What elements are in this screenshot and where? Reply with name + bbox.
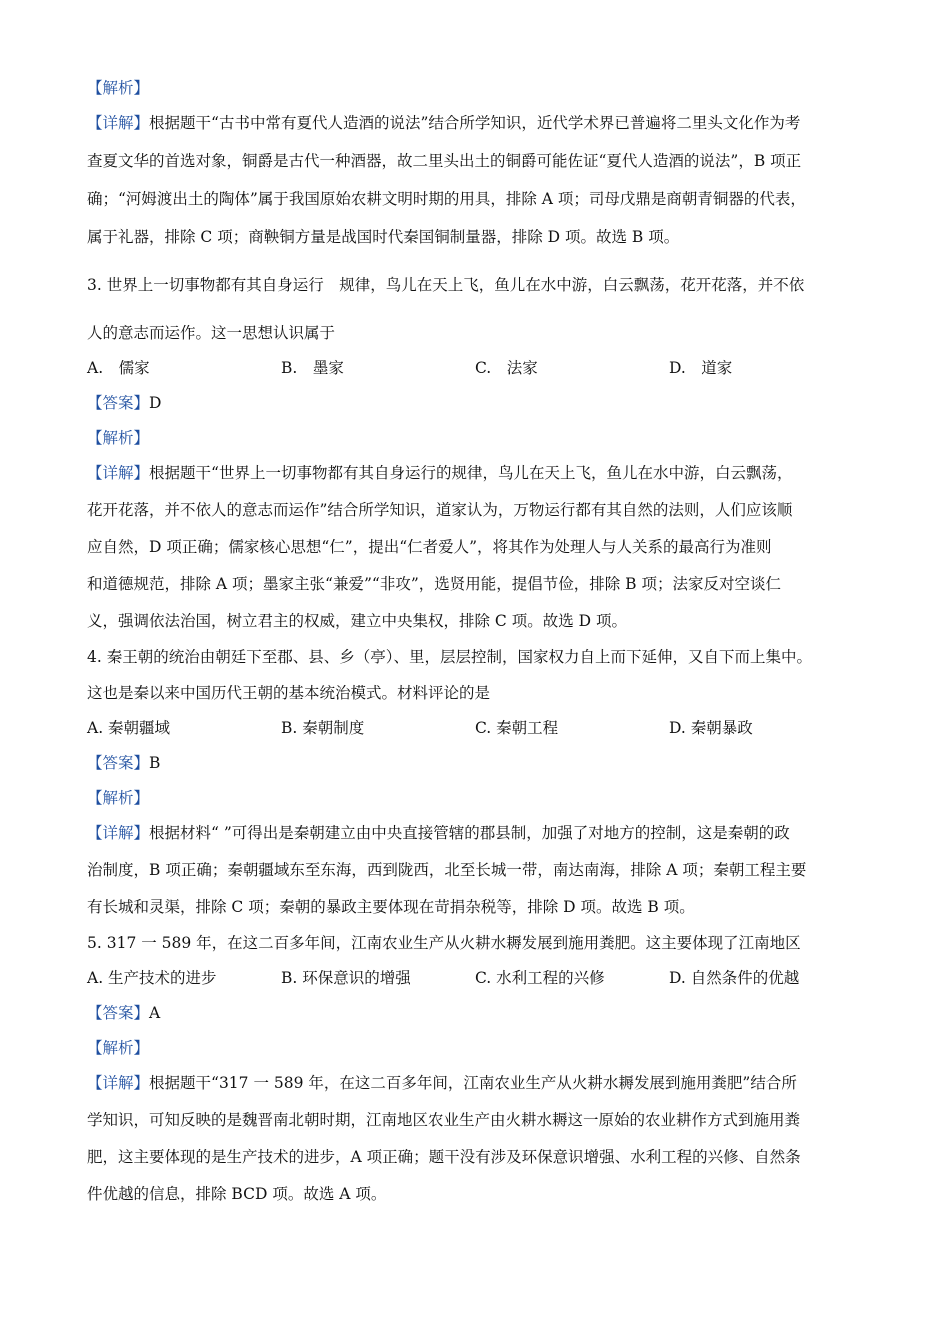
q5-option-b: B. 环保意识的增强 xyxy=(281,969,411,987)
q2-detail-line-2: 查夏文华的首选对象，铜爵是古代一种酒器，故二里头出土的铜爵可能佐证“夏代人造酒的说法”，B 项正 xyxy=(87,152,802,170)
q4-detail-tag: 【详解】 xyxy=(87,824,150,842)
q5-detail-line-4: 件优越的信息，排除 BCD 项。故选 A 项。 xyxy=(87,1185,387,1203)
q3-option-d: D. 道家 xyxy=(669,359,733,377)
q4-detail-line-2: 治制度，B 项正确；秦朝疆域东至东海，西到陇西，北至长城一带，南达南海，排除 A 项；秦朝工程主要 xyxy=(87,861,807,879)
q4-option-d: D. 秦朝暴政 xyxy=(669,719,753,737)
q3-answer: 【答案】D xyxy=(87,394,162,412)
q4-stem-line-1: 4. 秦王朝的统治由朝廷下至郡、县、乡（亭）、里，层层控制，国家权力自上而下延伸，又自下而上集中。 xyxy=(87,648,812,666)
q5-detail-line-1: 【详解】根据题干“317 一 589 年，在这二百多年间，江南农业生产从火耕水耨发展到施用粪肥”结合所 xyxy=(87,1074,797,1092)
q5-option-d: D. 自然条件的优越 xyxy=(669,969,800,987)
q5-detail-tag: 【详解】 xyxy=(87,1074,150,1092)
q3-answer-tag: 【答案】 xyxy=(87,394,150,412)
q5-detail-line-3: 肥，这主要体现的是生产技术的进步，A 项正确；题干没有涉及环保意识增强、水利工程的兴修、自然条 xyxy=(87,1148,801,1166)
q3-option-c: C. 法家 xyxy=(475,359,538,377)
q5-detail-line-2: 学知识，可知反映的是魏晋南北朝时期，江南地区农业生产由火耕水耨这一原始的农业耕作方式到施用粪 xyxy=(87,1111,801,1129)
q3-detail-line-2: 花开花落，并不依人的意志而运作”结合所学知识，道家认为，万物运行都有其自然的法则，人们应该顺 xyxy=(87,501,793,519)
q2-detail-line-3: 确；“河姆渡出土的陶体”属于我国原始农耕文明时期的用具，排除 A 项；司母戊鼎是商朝青铜器的代表， xyxy=(87,190,806,208)
q4-detail-line-3: 有长城和灵渠，排除 C 项；秦朝的暴政主要体现在苛捐杂税等，排除 D 项。故选 B 项。 xyxy=(87,898,695,916)
q5-option-c: C. 水利工程的兴修 xyxy=(475,969,605,987)
q4-answer: 【答案】B xyxy=(87,754,161,772)
q3-detail-line-1: 【详解】根据题干“世界上一切事物都有其自身运行的规律，鸟儿在天上飞，鱼儿在水中游，白云飘荡， xyxy=(87,464,793,482)
q4-analysis-tag: 【解析】 xyxy=(87,789,150,807)
q4-option-a: A. 秦朝疆域 xyxy=(87,719,171,737)
q4-option-c: C. 秦朝工程 xyxy=(475,719,559,737)
q2-detail-line-1: 【详解】根据题干“古书中常有夏代人造酒的说法”结合所学知识，近代学术界已普遍将二里头文化作为考 xyxy=(87,114,801,132)
q3-detail-line-4: 和道德规范，排除 A 项；墨家主张“兼爱”“非攻”，选贤用能，提倡节俭，排除 B 项；法家反对空谈仁 xyxy=(87,575,781,593)
q2-detail-line-4: 属于礼器，排除 C 项；商鞅铜方量是战国时代秦国铜制量器，排除 D 项。故选 B 项。 xyxy=(87,228,680,246)
q5-option-a: A. 生产技术的进步 xyxy=(87,969,217,987)
q3-detail-line-5: 义，强调依法治国，树立君主的权威，建立中央集权，排除 C 项。故选 D 项。 xyxy=(87,612,627,630)
q3-analysis-tag: 【解析】 xyxy=(87,429,150,447)
q3-stem-line-1: 3. 世界上一切事物都有其自身运行 规律，鸟儿在天上飞，鱼儿在水中游，白云飘荡，花开花落，并不依 xyxy=(87,276,805,294)
q2-detail-tag: 【详解】 xyxy=(87,114,150,132)
q5-stem-line-1: 5. 317 一 589 年，在这二百多年间，江南农业生产从火耕水耨发展到施用粪肥。这主要体现了江南地区 xyxy=(87,934,801,952)
q4-answer-tag: 【答案】 xyxy=(87,754,150,772)
q3-option-a: A. 儒家 xyxy=(87,359,150,377)
q5-answer-tag: 【答案】 xyxy=(87,1004,150,1022)
q3-detail-line-3: 应自然，D 项正确；儒家核心思想“仁”，提出“仁者爱人”，将其作为处理人与人关系的最高行为准则 xyxy=(87,538,772,556)
q2-analysis-tag: 【解析】 xyxy=(87,79,150,97)
q5-answer: 【答案】A xyxy=(87,1004,161,1022)
q4-detail-line-1: 【详解】根据材料“ ”可得出是秦朝建立由中央直接管辖的郡县制，加强了对地方的控制，这是秦朝的政 xyxy=(87,824,790,842)
q3-stem-line-2: 人的意志而运作。这一思想认识属于 xyxy=(87,324,336,342)
q5-analysis-tag: 【解析】 xyxy=(87,1039,150,1057)
q3-option-b: B. 墨家 xyxy=(281,359,344,377)
q4-option-b: B. 秦朝制度 xyxy=(281,719,365,737)
q3-detail-tag: 【详解】 xyxy=(87,464,150,482)
q4-stem-line-2: 这也是秦以来中国历代王朝的基本统治模式。材料评论的是 xyxy=(87,684,491,702)
